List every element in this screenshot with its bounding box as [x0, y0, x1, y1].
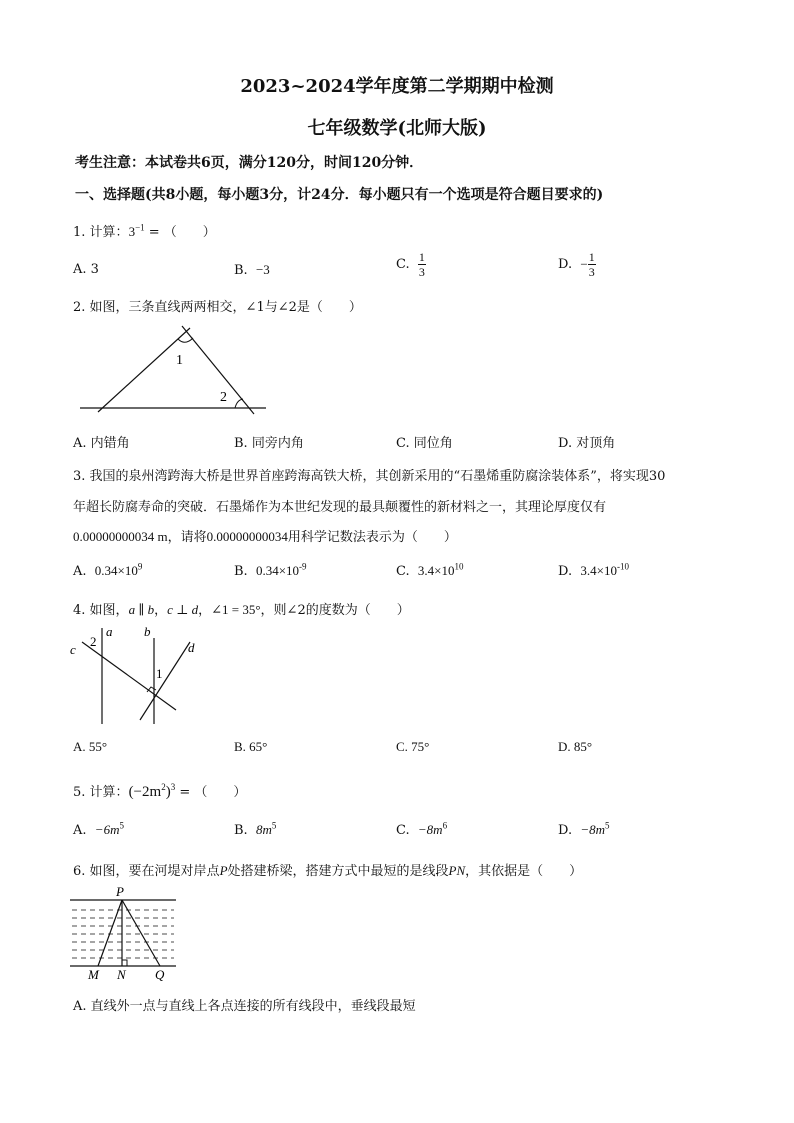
- option-b[interactable]: B. 同旁内角: [234, 436, 304, 451]
- question-3-line2: 年超长防腐寿命的突破．石墨烯作为本世纪发现的最具颠覆性的新材料之一，其理论厚度仅有: [73, 500, 607, 515]
- line-d: [140, 642, 190, 720]
- option-b[interactable]: B. $8m^5$: [234, 820, 277, 838]
- option-a[interactable]: A. $0.34\times 10^9$: [73, 561, 143, 579]
- option-a[interactable]: A. 内错角: [73, 436, 130, 451]
- option-a[interactable]: A. 3: [73, 262, 99, 277]
- question-number: 6.: [73, 864, 86, 879]
- question-6: 6. 如图，要在河堤对岸点P处搭建桥梁，搭建方式中最短的是线段PN，其依据是（ ）: [73, 863, 583, 879]
- question-1: [73, 221, 216, 240]
- option-d[interactable]: D. $3.4\times 10^{-10}$: [558, 561, 629, 579]
- right-line: [182, 326, 254, 414]
- label-b: b: [144, 624, 151, 639]
- option-c[interactable]: C. $\frac{1}{3}$: [396, 250, 425, 279]
- figure-triangle-lines: [80, 320, 270, 415]
- figure-parallel-lines: [68, 622, 208, 732]
- question-3-line3: 0.00000000034 m，请将0.00000000034用科学记数法表示为（ ）: [73, 529, 457, 545]
- option-d[interactable]: D. − $\frac{1}{3}$: [558, 250, 595, 279]
- question-number: 4.: [73, 603, 86, 618]
- exam-notice: 考生注意：本试卷共6页，满分120分，时间120分钟．: [75, 155, 424, 171]
- label-d: d: [188, 640, 195, 655]
- question-number: 3.: [73, 469, 86, 484]
- option-b[interactable]: B. −3: [234, 262, 270, 278]
- option-a[interactable]: A. 55°: [73, 739, 108, 754]
- option-b[interactable]: B. 65°: [234, 739, 268, 754]
- section-heading: 一、选择题(共8小题，每小题3分，计24分．每小题只有一个选项是符合题目要求的): [75, 187, 604, 203]
- point-q-label: Q: [155, 967, 165, 982]
- right-angle-mark: [122, 960, 127, 966]
- river-water: [72, 910, 174, 958]
- angle-1-label: 1: [176, 353, 183, 368]
- question-stem: 如图，三条直线两两相交，∠1与∠2是（ ）: [89, 300, 362, 315]
- angle-2-label: 2: [220, 390, 227, 405]
- question-stem-line1: 我国的泉州湾跨海大桥是世界首座跨海高铁大桥，其创新采用的“石墨烯重防腐涂装体系”，将实现30: [89, 469, 666, 484]
- question-number: 1.: [73, 225, 86, 240]
- option-c[interactable]: C. $3.4\times 10^{10}$: [396, 561, 464, 579]
- math-expression: $3^{-1}$: [128, 222, 145, 239]
- question-number: 5.: [73, 785, 86, 800]
- option-c[interactable]: C. 75°: [396, 739, 430, 754]
- label-a: a: [106, 624, 113, 639]
- question-2: [73, 296, 362, 315]
- question-5: 5. 计算：$(-2m^2)^3$ = （ ）: [73, 782, 247, 800]
- angle-2-label: 2: [90, 634, 97, 649]
- angle-1-label: 1: [156, 666, 163, 681]
- left-line: [98, 328, 190, 412]
- point-n-label: N: [117, 967, 126, 982]
- question-4: 4. 如图，a ∥ b，c ⊥ d，∠1 = 35°，则∠2的度数为（ ）: [73, 602, 410, 618]
- question-stem: 计算：: [89, 225, 129, 240]
- option-c[interactable]: C. 同位角: [396, 436, 453, 451]
- option-c[interactable]: C. $-8m^6$: [396, 820, 448, 838]
- option-d[interactable]: D. 85°: [558, 739, 593, 754]
- option-d[interactable]: D. 对顶角: [558, 436, 616, 451]
- option-b[interactable]: B. $0.34\times 10^{-9}$: [234, 561, 307, 579]
- exam-title: 2023~2024学年度第二学期期中检测: [240, 76, 554, 97]
- point-m-label: M: [88, 967, 99, 982]
- label-c: c: [70, 642, 76, 657]
- angle-2-arc: [235, 399, 243, 408]
- question-3: [73, 465, 665, 484]
- figure-river-bridge: [68, 884, 180, 982]
- point-p-label: P: [116, 884, 124, 899]
- question-number: 2.: [73, 300, 86, 315]
- question-stem-end: = （ ）: [144, 225, 216, 240]
- option-a[interactable]: A. 直线外一点与直线上各点连接的所有线段中，垂线段最短: [73, 999, 416, 1014]
- option-d[interactable]: D. $-8m^5$: [558, 820, 610, 838]
- option-a[interactable]: A. $-6m^5$: [73, 820, 124, 838]
- angle-1-arc: [178, 338, 193, 342]
- math-expression: $(-2m^2)^3$: [128, 782, 176, 800]
- exam-subtitle: 七年级数学(北师大版): [307, 118, 487, 139]
